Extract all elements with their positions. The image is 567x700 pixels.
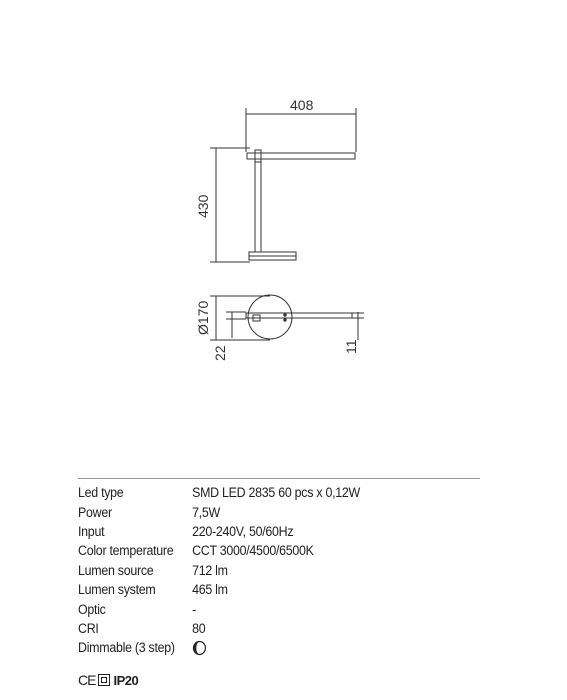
plan-view xyxy=(210,295,364,340)
spec-row-color-temperature xyxy=(78,541,448,560)
spec-row-power xyxy=(78,502,448,521)
spec-value: 712 lm xyxy=(192,562,228,578)
spec-label: Input xyxy=(78,523,105,539)
spec-value: SMD LED 2835 60 pcs x 0,12W xyxy=(192,485,360,501)
class-ii-icon xyxy=(98,674,110,686)
arm-thickness-dimension: 11 xyxy=(343,339,359,354)
spec-value: - xyxy=(192,601,196,617)
ce-mark: CE xyxy=(78,672,96,688)
spec-label: Color temperature xyxy=(78,543,174,559)
side-elevation xyxy=(210,108,356,262)
base-diameter-dimension: Ø170 xyxy=(195,300,211,335)
spec-label: CRI xyxy=(78,620,99,636)
spec-value: 465 lm xyxy=(192,582,228,598)
spec-row-dimmable xyxy=(78,638,448,657)
spec-label: Led type xyxy=(78,485,124,501)
spec-row-optic xyxy=(78,599,448,618)
spec-label: Power xyxy=(78,504,112,520)
spec-value: 7,5W xyxy=(192,504,220,520)
height-dimension: 430 xyxy=(195,194,211,218)
spec-row-led-type xyxy=(78,483,448,502)
spec-label: Lumen system xyxy=(78,582,156,598)
base-height-dimension: 22 xyxy=(212,345,228,361)
spec-value: CCT 3000/4500/6500K xyxy=(192,543,314,559)
certification-marks xyxy=(78,672,138,688)
spec-row-lumen-source xyxy=(78,561,448,580)
spec-label: Dimmable (3 step) xyxy=(78,640,175,656)
ip-rating: IP20 xyxy=(113,672,139,688)
spec-label: Optic xyxy=(78,601,106,617)
spec-row-cri xyxy=(78,619,448,638)
dimmer-icon xyxy=(192,640,207,656)
spec-row-input xyxy=(78,522,448,541)
width-dimension: 408 xyxy=(290,97,314,113)
specification-table xyxy=(78,478,480,658)
spec-label: Lumen source xyxy=(78,562,154,578)
spec-row-lumen-system xyxy=(78,580,448,599)
spec-value: 220-240V, 50/60Hz xyxy=(192,523,294,539)
spec-value: 80 xyxy=(192,620,206,636)
spec-value xyxy=(192,640,448,656)
